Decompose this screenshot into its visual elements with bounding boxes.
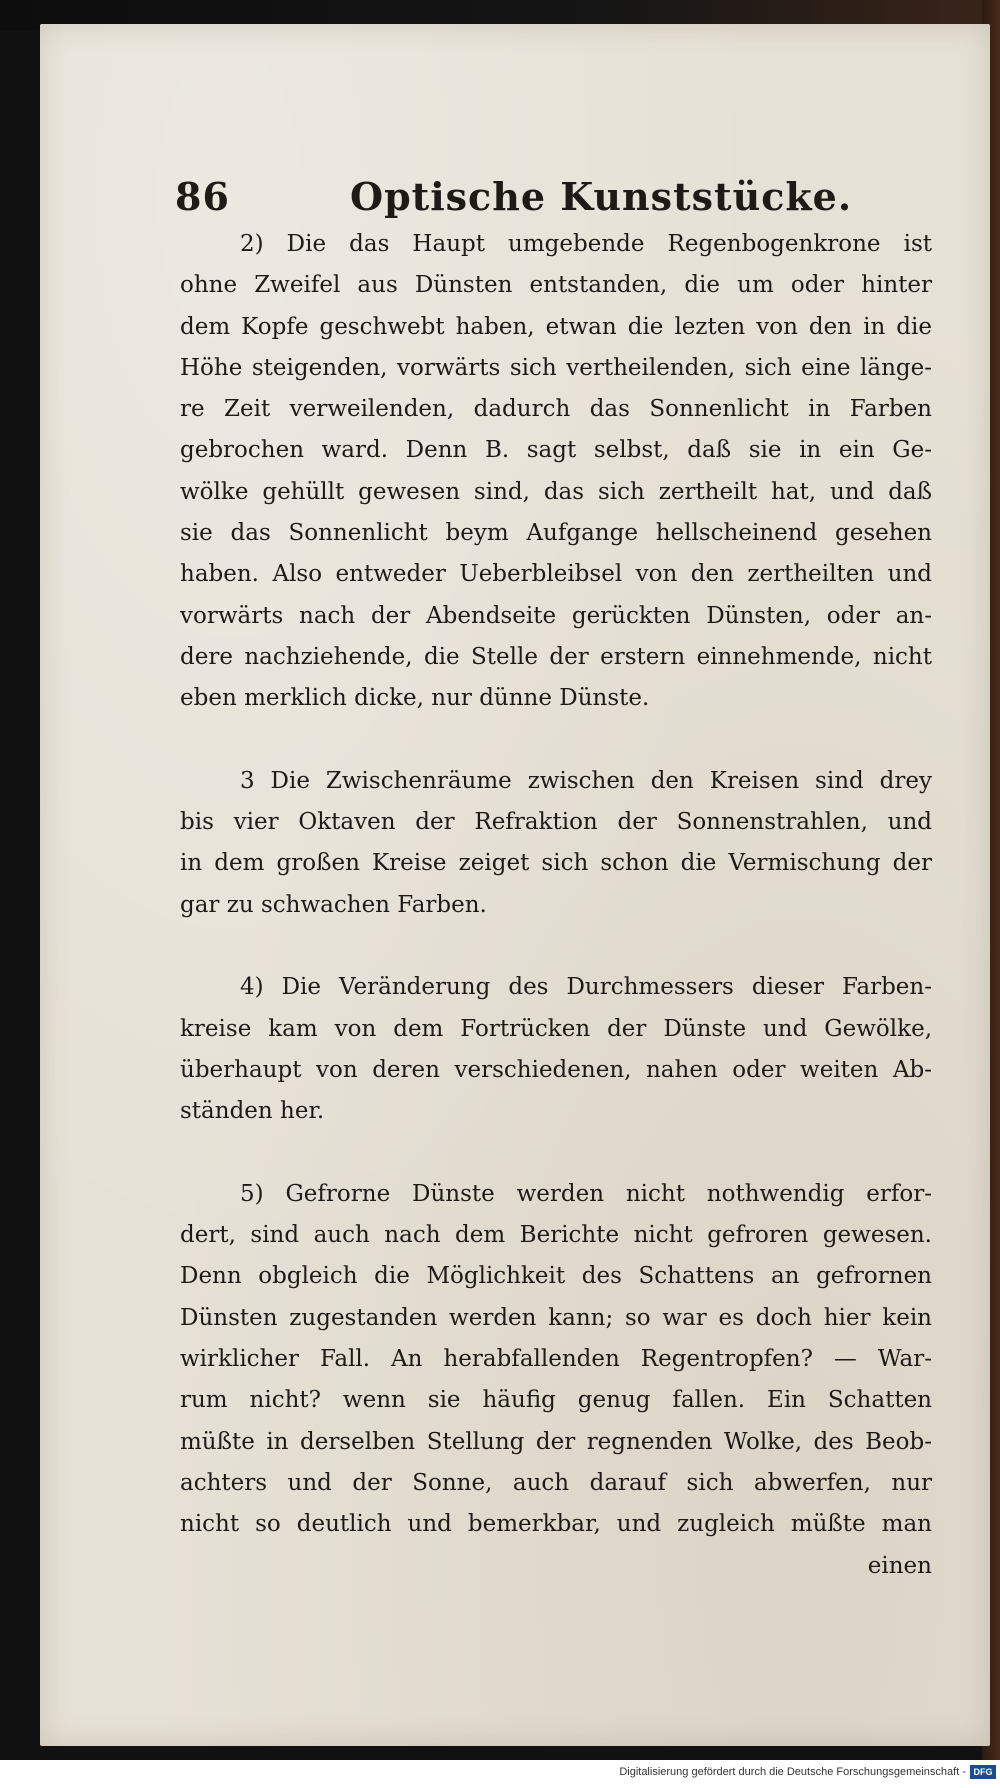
paragraph-2	[180, 224, 932, 720]
text-line: 5) Gefrorne Dünste werden nicht nothwendig erfor-	[240, 1180, 932, 1207]
text-line: 4) Die Veränderung des Durchmessers dieser Farben-	[240, 974, 932, 1001]
text-line: dem Kopfe geschwebt haben, etwan die lezten von den in die	[180, 313, 932, 340]
paragraph-4	[180, 967, 932, 1132]
paragraph-3	[180, 761, 932, 926]
paragraph-gap	[180, 1133, 932, 1174]
text-line: vorwärts nach der Abendseite gerückten Dünsten, oder an-	[180, 602, 932, 629]
text-line: 3 Die Zwischenräume zwischen den Kreisen sind drey	[240, 767, 932, 794]
text-line: in dem großen Kreise zeiget sich schon die Vermischung der	[180, 850, 932, 877]
catchword: einen	[867, 1552, 932, 1579]
page-number: 86	[175, 174, 230, 219]
text-line: 2) Die das Haupt umgebende Regenbogenkrone ist	[240, 231, 932, 257]
text-line: wirklicher Fall. An herabfallenden Regentropfen? — War-	[180, 1346, 932, 1373]
paragraph-5	[180, 1174, 932, 1546]
paragraph-gap	[180, 720, 932, 761]
paragraph-gap	[180, 926, 932, 967]
text-line: Denn obgleich die Möglichkeit des Schattens an gefrornen	[180, 1263, 932, 1290]
text-line: überhaupt von deren verschiedenen, nahen oder weiten Ab-	[180, 1056, 932, 1083]
body-text	[180, 224, 932, 1587]
text-line: achters und der Sonne, auch darauf sich abwerfen, nur	[180, 1469, 932, 1496]
text-line: wölke gehüllt gewesen sind, das sich zertheilt hat, und daß	[180, 478, 932, 505]
text-line: haben. Also entweder Ueberbleibsel von den zertheilten und	[180, 561, 932, 588]
text-line: Dünsten zugestanden werden kann; so war es doch hier kein	[180, 1304, 932, 1331]
dfg-logo: DFG	[970, 1765, 996, 1779]
text-line: sie das Sonnenlicht beym Aufgange hellscheinend gesehen	[180, 520, 932, 547]
text-line: gar zu schwachen Farben.	[180, 891, 487, 918]
text-line: ständen her.	[180, 1098, 325, 1125]
digitization-footer	[0, 1760, 1000, 1788]
funding-credit: Digitalisierung gefördert durch die Deutsche Forschungsgemeinschaft -	[619, 1766, 966, 1778]
text-line: rum nicht? wenn sie häufig genug fallen. Ein Schatten	[180, 1387, 932, 1414]
text-line: dere nachziehende, die Stelle der erstern einnehmende, nicht	[180, 643, 932, 670]
text-line: eben merklich dicke, nur dünne Dünste.	[180, 685, 650, 712]
text-line: dert, sind auch nach dem Berichte nicht gefroren gewesen.	[180, 1222, 932, 1249]
text-line: Höhe steigenden, vorwärts sich vertheilenden, sich eine länge-	[180, 354, 932, 381]
text-line: ohne Zweifel aus Dünsten entstanden, die um oder hinter	[180, 272, 932, 299]
text-line: bis vier Oktaven der Refraktion der Sonnenstrahlen, und	[180, 809, 932, 836]
running-title: Optische Kunststücke.	[350, 174, 853, 219]
text-line: gebrochen ward. Denn B. sagt selbst, daß sie in ein Ge-	[180, 437, 932, 464]
text-line: kreise kam von dem Fortrücken der Dünste und Gewölke,	[180, 1015, 932, 1042]
text-line: nicht so deutlich und bemerkbar, und zugleich müßte man	[180, 1511, 932, 1538]
text-line: müßte in derselben Stellung der regnenden Wolke, des Beob-	[180, 1428, 932, 1455]
text-line: re Zeit verweilenden, dadurch das Sonnenlicht in Farben	[180, 396, 932, 423]
